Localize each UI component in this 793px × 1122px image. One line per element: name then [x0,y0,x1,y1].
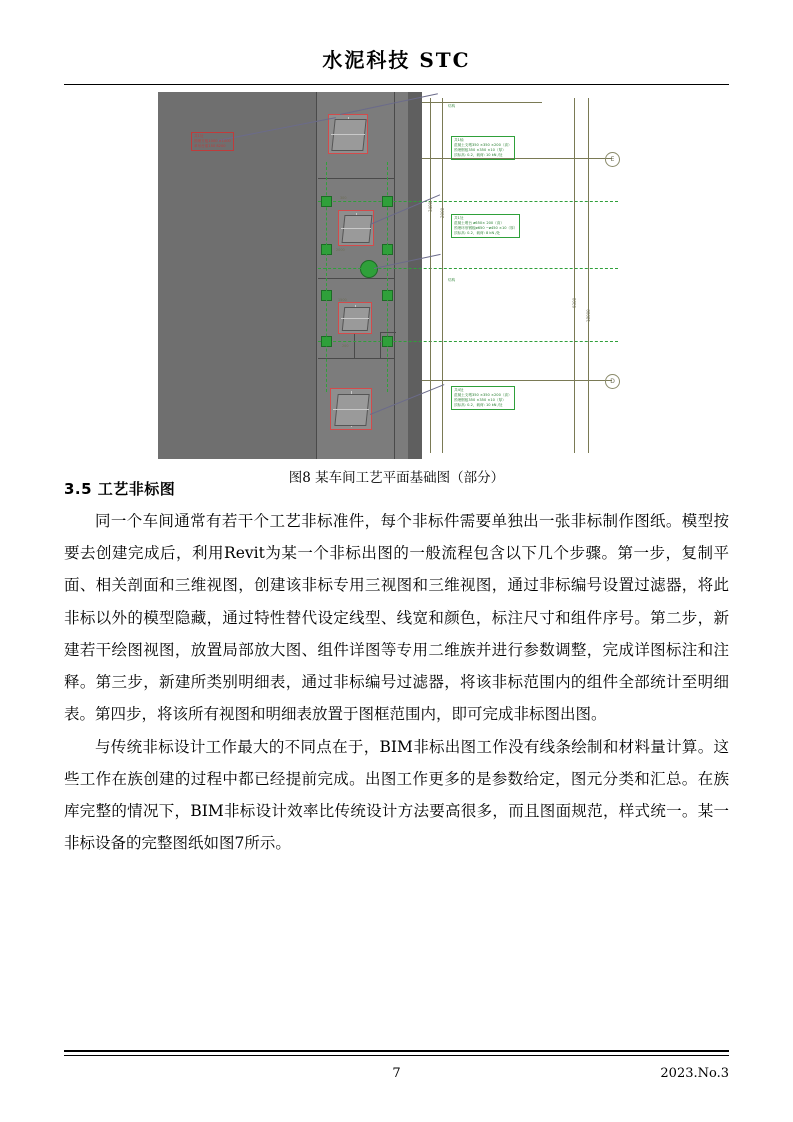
plan-dark-block-left [158,92,316,459]
window-sash-1 [331,119,366,151]
annotation-right-label: 结构 [448,278,456,282]
window-sash-3 [342,307,371,331]
annotation-block3-line1: 混凝土支墩350 ×350 ×200（高） [454,393,512,398]
annotation-block3-title: 共4处 [454,388,464,392]
annotation-block1-line3: 顶标高: 0.2，载荷: 10 kN /处 [454,153,503,158]
annotation-left-box [191,132,234,151]
annotation-left-line1: 预埋方板1000 ×1000 [194,139,231,144]
plan-wall-strip [408,92,422,459]
window-plan-1 [328,114,368,154]
dimension-text-3: 1500 [338,298,347,302]
annotation-block3 [451,386,515,410]
annotation-top-label: 结构 [448,104,456,108]
wall-line-h3 [318,358,394,359]
annotation-block2-title: 共1处 [454,216,464,220]
circular-pedestal [360,260,378,278]
dimension-text-6: 2000 [440,207,445,218]
figure-8 [64,92,729,486]
page-content [64,92,729,860]
annotation-block2-line2: 预埋环形钢板ø650 −ø450 ×10（厚） [454,226,518,231]
annotation-left-line2: 单吊台重150 8200 [194,144,226,149]
axis-line-v1 [326,162,327,392]
dimension-line-v1 [430,98,431,453]
annotation-block1-title: 共1轴 [454,138,464,142]
wall-line-v1 [316,92,317,459]
figure-8-caption: 图8 某车间工艺平面基础图（部分） [288,470,505,486]
axis-line-v2 [387,162,388,392]
journal-title: 水泥科技 STC [322,48,471,72]
window-plan-2 [338,210,374,246]
dimension-text-4: 200 [342,344,349,348]
footer-divider-bottom [64,1055,729,1056]
grid-line-d [422,380,612,381]
window-sash-4 [334,394,369,426]
annotation-block1 [451,136,515,160]
annotation-block2-line1: 混凝土墩台 ø650× 200（高） [454,221,504,226]
dimension-line-h-top [422,102,542,103]
dimension-text-5: 3400 [428,201,433,212]
paragraph-2: 与传统非标设计工作最大的不同点在于，BIM非标出图工作没有线条绘制和材料量计算。这些工作在族创建的过程中都已经提前完成。出图工作更多的是参数给定，图元分类和汇总。在族库完整的情况下，BIM非标设计效率比传统设计方法要高很多，而且图面规范，样式统一。某一非标设备的完整图纸如图7所示。 [64,737,729,853]
section-title-3-5: 3.5 工艺非标图 [64,480,176,498]
axis-line-h1 [318,201,618,202]
annotation-block1-line2: 预埋钢板350 ×350 ×10（厚） [454,148,506,153]
dimension-text-2: 2000 [336,248,345,252]
wall-line-h4 [380,332,396,333]
footer-page-number: 7 [392,1066,401,1081]
annotation-left-title: 共1处 [194,134,204,138]
dimension-line-v4 [588,98,589,453]
annotation-block3-line2: 预埋钢板350 ×350 ×10（厚） [454,398,506,403]
dimension-line-v3 [574,98,575,453]
wall-line-v4 [380,332,381,358]
window-plan-3 [338,302,372,334]
annotation-block2-line3: 顶标高: 0.2，载荷: 8 kN /处 [454,231,501,236]
grid-tag-d: D [605,374,620,389]
wall-line-h2 [318,278,394,279]
annotation-block1-line1: 混凝土支墩350 ×350 ×200（高） [454,143,512,148]
header-divider [64,84,729,85]
dimension-text-8: 18000 [586,309,591,322]
dimension-line-v2 [442,98,443,453]
window-sash-2 [342,215,373,243]
grid-tag-e: E [605,152,620,167]
annotation-block3-line3: 顶标高: 0.2，载荷: 10 kN /处 [454,403,503,408]
annotation-block2 [451,214,520,238]
axis-line-h2 [318,268,618,269]
dimension-text-7: 9300 [572,297,577,308]
footer-issue: 2023.No.3 [660,1066,729,1081]
wall-line-v3 [354,332,355,358]
page-footer [64,1066,729,1086]
paragraph-1: 同一个车间通常有若干个工艺非标准件，每个非标件需要单独出一张非标制作图纸。模型按要去创建完成后，利用Revit为某一个非标出图的一般流程包含以下几个步骤。第一步，复制平面、相关剖面和三维视图，创建该非标专用三视图和三维视图，通过非标编号设置过滤器，将此非标以外的模型隐藏，通过特性替代设定线型、线宽和颜色，标注尺寸和组件序号。第二步，新建若干绘图视图，放置局部放大图、组件详图等专用二维族并进行参数调整，完成详图标注和注释。第三步，新建所类别明细表，通过非标编号过滤器，将该非标范围内的组件全部统计至明细表。第四步，将该所有视图和明细表放置于图框范围内，即可完成非标图出图。 [64,512,729,724]
window-plan-4 [330,388,372,430]
wall-line-h1 [318,178,394,179]
figure-8-image [158,92,636,459]
page-header [64,44,729,73]
axis-line-h3 [318,341,618,342]
footer-divider-top [64,1050,729,1052]
dimension-text-1: 300 [340,196,347,200]
